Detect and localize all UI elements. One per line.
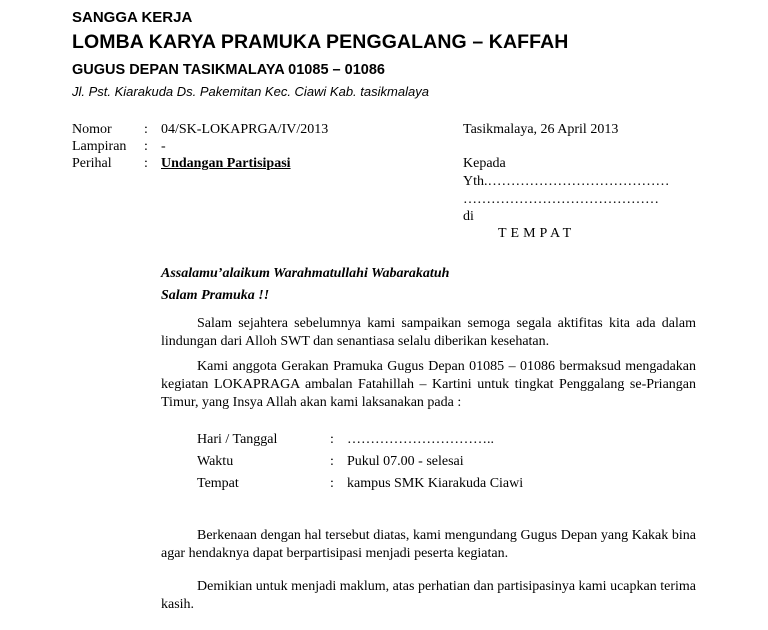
perihal-colon: : [144, 156, 148, 171]
nomor-label: Nomor [72, 122, 112, 137]
letterhead-org: SANGGA KERJA [72, 9, 193, 26]
yth-line: Yth.………………………………… [463, 174, 670, 189]
di-label: di [463, 209, 474, 224]
paragraph-opening [161, 315, 696, 351]
paragraph-text: Demikian untuk menjadi maklum, atas perhatian dan partisipasinya kami ucapkan terima kasih. [161, 579, 696, 612]
nomor-value: 04/SK-LOKAPRGA/IV/2013 [161, 122, 329, 137]
perihal-value: Undangan Partisipasi [161, 156, 291, 171]
hari-tanggal-value: ………………………….. [347, 432, 494, 447]
tempat-colon: : [330, 476, 334, 491]
hari-tanggal-colon: : [330, 432, 334, 447]
lampiran-colon: : [144, 139, 148, 154]
letterhead-address: Jl. Pst. Kiarakuda Ds. Pakemitan Kec. Ciawi Kab. tasikmalaya [72, 84, 429, 99]
kepada-label: Kepada [463, 156, 506, 171]
recipient-dots-line: …………………………………… [463, 192, 659, 207]
waktu-colon: : [330, 454, 334, 469]
letterhead-title: LOMBA KARYA PRAMUKA PENGGALANG – KAFFAH [72, 31, 569, 53]
paragraph-text: Kami anggota Gerakan Pramuka Gugus Depan 01085 – 01086 bermaksud mengadakan kegiatan LOKAPRAGA ambalan Fatahillah – Kartini untuk tingkat Penggalang se-Priangan Timur, yang Insya Allah akan kami laksanakan pada : [161, 359, 696, 410]
waktu-value: Pukul 07.00 - selesai [347, 454, 464, 469]
salam-pramuka: Salam Pramuka !! [161, 288, 270, 303]
perihal-label: Perihal [72, 156, 112, 171]
paragraph-closing [161, 578, 696, 614]
hari-tanggal-label: Hari / Tanggal [197, 432, 278, 447]
paragraph-invitation [161, 527, 696, 563]
lampiran-label: Lampiran [72, 139, 127, 154]
tempat-label: Tempat [197, 476, 239, 491]
paragraph-text: Berkenaan dengan hal tersebut diatas, kami mengundang Gugus Depan yang Kakak bina agar hendaknya dapat berpartisipasi menjadi peserta kegiatan. [161, 528, 696, 561]
letterhead-gugus: GUGUS DEPAN TASIKMALAYA 01085 – 01086 [72, 62, 385, 78]
paragraph-intent [161, 358, 696, 412]
letter-date: Tasikmalaya, 26 April 2013 [463, 122, 619, 137]
tempat-value: kampus SMK Kiarakuda Ciawi [347, 476, 524, 491]
salam-opening: Assalamu’alaikum Warahmatullahi Wabarakatuh [161, 266, 450, 281]
waktu-label: Waktu [197, 454, 234, 469]
tempat-heading: TEMPAT [498, 226, 576, 241]
paragraph-text: Salam sejahtera sebelumnya kami sampaikan semoga segala aktifitas kita ada dalam lindungan dari Alloh SWT dan senantiasa selalu diberikan kesehatan. [161, 316, 696, 349]
nomor-colon: : [144, 122, 148, 137]
lampiran-value: - [161, 139, 166, 154]
